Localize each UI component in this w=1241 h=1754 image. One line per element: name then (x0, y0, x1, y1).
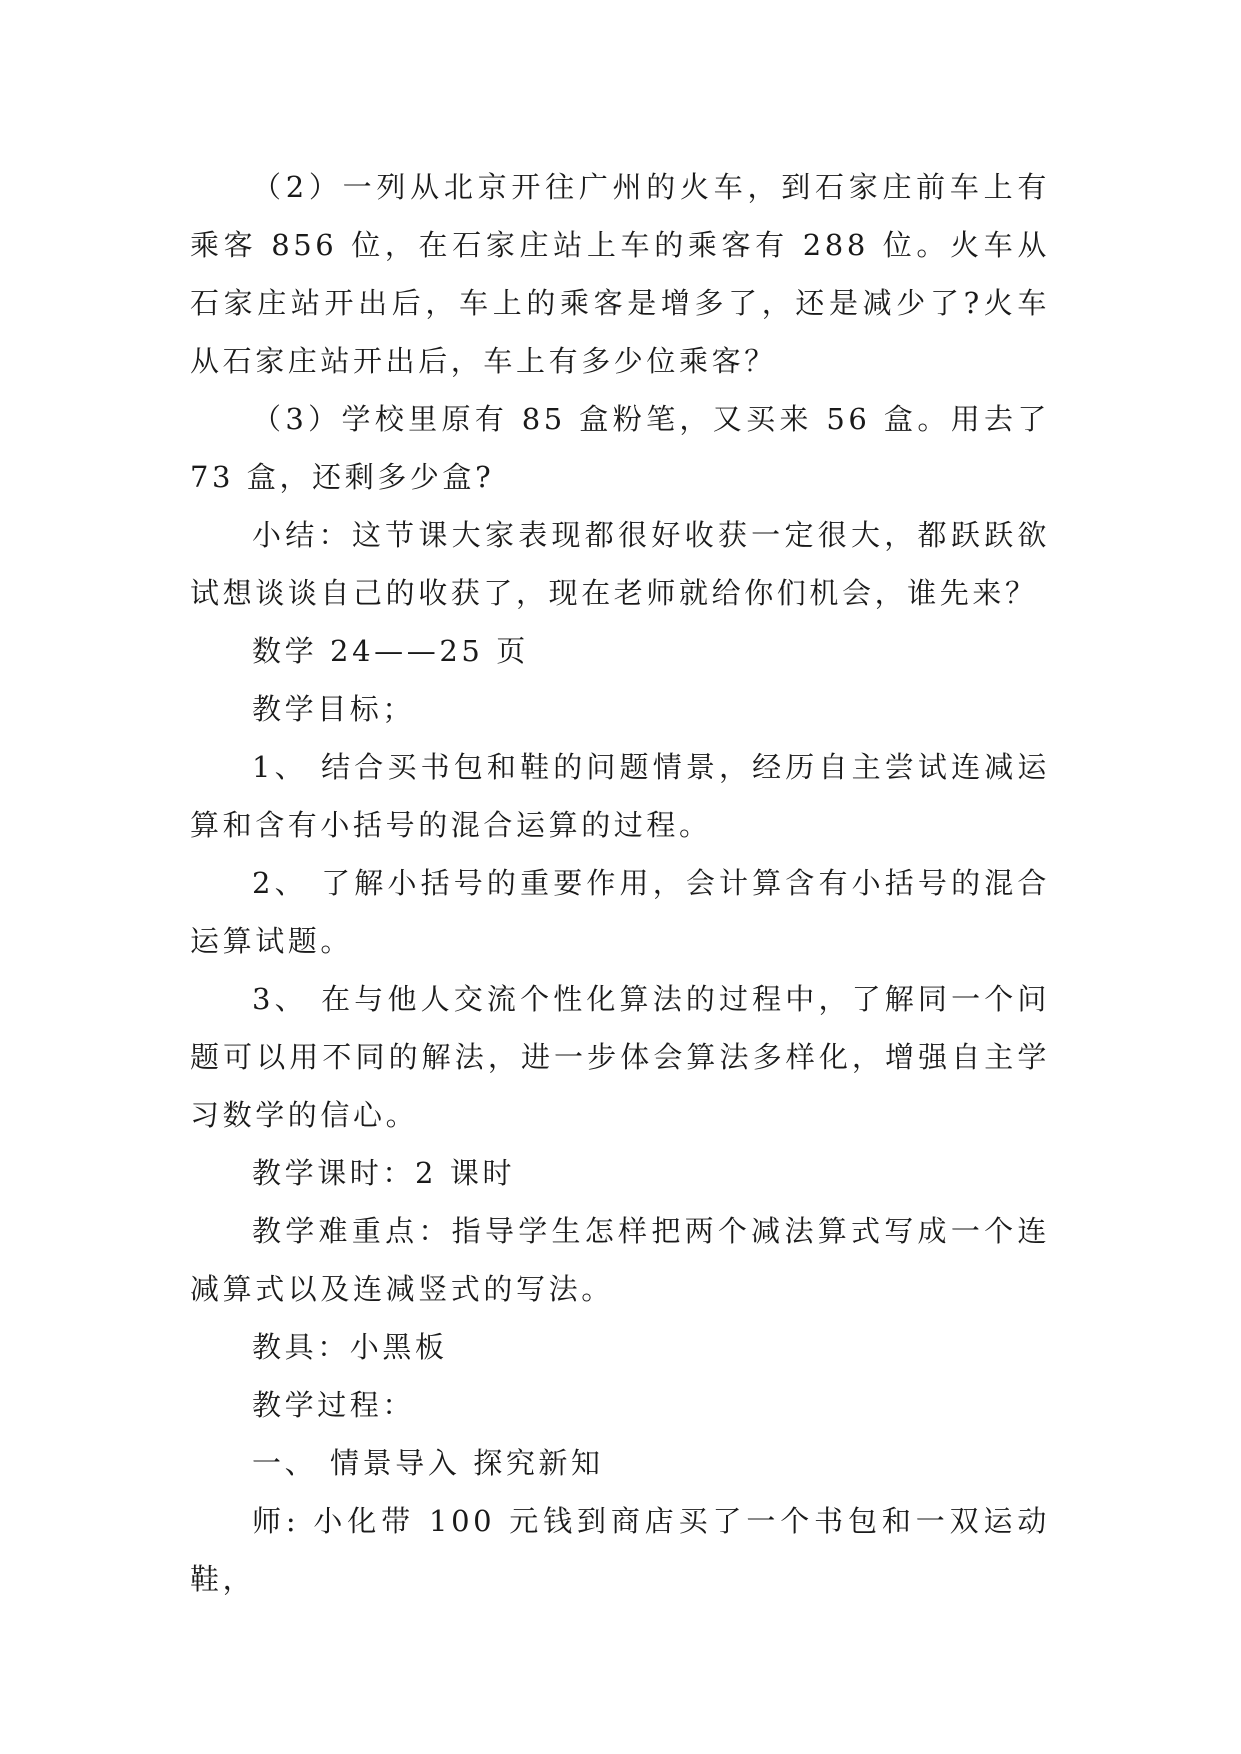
paragraph-section-1-heading: 一、 情景导入 探究新知 (252, 1446, 604, 1480)
paragraph-process-heading: 教学过程： (252, 1388, 416, 1422)
paragraph-objectives-heading: 教学目标； (252, 692, 416, 726)
paragraph-page-reference: 数学 24——25 页 (252, 634, 529, 668)
paragraph-teaching-aids: 教具：小黑板 (252, 1330, 448, 1364)
paragraph-teacher-line: 师: 小化带 100 元钱到商店买了一个书包和一双运动鞋， (190, 1504, 1050, 1596)
paragraph-problem-2: （2）一列从北京开往广州的火车，到石家庄前车上有乘客 856 位，在石家庄站上车的乘客有 288 位。火车从石家庄站开出后，车上的乘客是增多了，还是减少了?火车从石家庄站开出后，车上有多少位乘客？ (190, 170, 1050, 378)
paragraph-objective-1: 1、 结合买书包和鞋的问题情景，经历自主尝试连减运算和含有小括号的混合运算的过程。 (190, 750, 1050, 842)
paragraph-problem-3: （3）学校里原有 85 盒粉笔，又买来 56 盒。用去了 73 盒，还剩多少盒? (190, 402, 1050, 494)
paragraph-objective-2: 2、 了解小括号的重要作用，会计算含有小括号的混合运算试题。 (190, 866, 1050, 958)
document-body (190, 158, 1050, 1608)
paragraph-class-hours: 教学课时：2 课时 (252, 1156, 516, 1190)
paragraph-summary: 小结：这节课大家表现都很好收获一定很大，都跃跃欲试想谈谈自己的收获了，现在老师就给你们机会，谁先来？ (190, 518, 1050, 610)
paragraph-key-difficulty: 教学难重点：指导学生怎样把两个减法算式写成一个连减算式以及连减竖式的写法。 (190, 1214, 1050, 1306)
paragraph-objective-3: 3、 在与他人交流个性化算法的过程中，了解同一个问题可以用不同的解法，进一步体会算法多样化，增强自主学习数学的信心。 (190, 982, 1050, 1132)
